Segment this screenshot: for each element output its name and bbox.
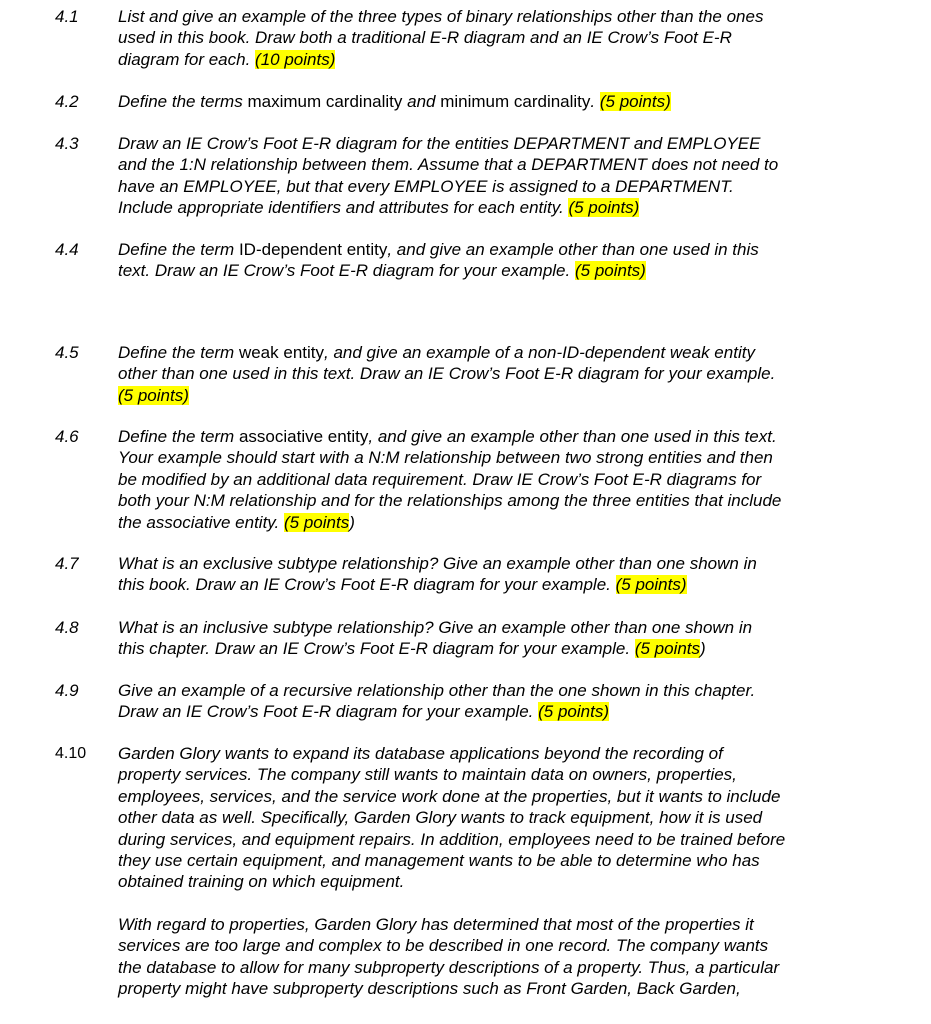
question-text bbox=[118, 342, 878, 406]
points-highlight: (5 points bbox=[634, 639, 701, 659]
points-highlight: (5 points) bbox=[568, 198, 640, 218]
text-line: Draw an IE Crow’s Foot E-R diagram for your example. (5 points) bbox=[118, 702, 609, 722]
text-line: used in this book. Draw both a traditional E-R diagram and an IE Crow’s Foot E-R bbox=[118, 28, 732, 48]
text-line: and the 1:N relationship between them. Assume that a DEPARTMENT does not need to bbox=[118, 155, 779, 175]
question-number: 4.7 bbox=[55, 554, 79, 573]
defined-term: associative entity bbox=[238, 427, 369, 446]
text-line: Define the terms maximum cardinality and minimum cardinality. (5 points) bbox=[118, 92, 671, 111]
text-line: List and give an example of the three types of binary relationships other than the ones bbox=[118, 7, 764, 26]
question-text bbox=[118, 553, 878, 596]
text-line: property might have subproperty descriptions such as Front Garden, Back Garden, bbox=[118, 979, 741, 999]
text-line: other data as well. Specifically, Garden Glory wants to track equipment, how it is used bbox=[118, 808, 763, 828]
text-line: Give an example of a recursive relationship other than the one shown in this chapter. bbox=[118, 681, 756, 700]
points-highlight: (5 points) bbox=[615, 575, 687, 595]
text-line: they use certain equipment, and management wants to be able to determine who has bbox=[118, 851, 760, 871]
question-number: 4.9 bbox=[55, 681, 79, 700]
text-line: text. Draw an IE Crow’s Foot E-R diagram for your example. (5 points) bbox=[118, 261, 646, 281]
question-number: 4.10 bbox=[55, 745, 87, 762]
text-line: have an EMPLOYEE, but that every EMPLOYEE is assigned to a DEPARTMENT. bbox=[118, 176, 734, 196]
text-line: Draw an IE Crow’s Foot E-R diagram for the entities DEPARTMENT and EMPLOYEE bbox=[118, 134, 761, 153]
question-text bbox=[118, 239, 878, 282]
text-line: Define the term ID-dependent entity, and give an example other than one used in this bbox=[118, 240, 759, 259]
text-line: What is an inclusive subtype relationship? Give an example other than one shown in bbox=[118, 618, 753, 637]
text-line: the associative entity. (5 points) bbox=[118, 512, 355, 532]
points-highlight: (5 points) bbox=[574, 261, 646, 281]
question-number: 4.8 bbox=[55, 618, 79, 637]
text-line: during services, and equipment repairs. In addition, employees need to be trained before bbox=[118, 829, 786, 849]
question-number: 4.3 bbox=[55, 134, 79, 153]
defined-term: weak entity bbox=[238, 343, 324, 362]
question-text bbox=[118, 426, 878, 533]
text-line: diagram for each. (10 points) bbox=[118, 49, 336, 69]
text-line: the database to allow for many subproperty descriptions of a property. Thus, a particular bbox=[118, 957, 780, 977]
question-text bbox=[118, 680, 878, 723]
text-line: be modified by an additional data requirement. Draw IE Crow’s Foot E-R diagrams for bbox=[118, 469, 762, 489]
defined-term: minimum cardinality bbox=[440, 92, 591, 111]
points-highlight: (5 points) bbox=[538, 702, 609, 722]
question-text bbox=[118, 743, 878, 893]
question-number: 4.5 bbox=[55, 343, 79, 362]
text-line: this book. Draw an IE Crow’s Foot E-R diagram for your example. (5 points) bbox=[118, 575, 687, 595]
question-number: 4.2 bbox=[55, 92, 79, 111]
text-line: Your example should start with a N:M relationship between two strong entities and then bbox=[118, 448, 773, 468]
text-line: With regard to properties, Garden Glory has determined that most of the properties it bbox=[118, 915, 754, 934]
text-line: other than one used in this text. Draw an IE Crow’s Foot E-R diagram for your example. bbox=[118, 364, 776, 384]
question-text bbox=[118, 91, 878, 112]
question-number: 4.4 bbox=[55, 240, 79, 259]
question-text bbox=[118, 617, 878, 660]
points-highlight: (10 points) bbox=[255, 49, 336, 69]
text-line: What is an exclusive subtype relationship? Give an example other than one shown in bbox=[118, 554, 757, 573]
defined-term: ID-dependent entity bbox=[238, 240, 388, 259]
text-line: obtained training on which equipment. bbox=[118, 872, 405, 892]
text-line: Define the term associative entity, and give an example other than one used in this text. bbox=[118, 427, 777, 446]
question-number: 4.1 bbox=[55, 7, 79, 26]
question-text bbox=[118, 914, 878, 1000]
points-highlight: (5 points) bbox=[118, 385, 189, 405]
text-line bbox=[118, 385, 878, 406]
points-highlight: (5 points) bbox=[599, 92, 671, 111]
defined-term: maximum cardinality bbox=[247, 92, 403, 111]
text-line: property services. The company still wants to maintain data on owners, properties, bbox=[118, 765, 737, 785]
text-line: both your N:M relationship and for the relationships among the three entities that include bbox=[118, 491, 782, 511]
question-number: 4.6 bbox=[55, 427, 79, 446]
question-text bbox=[118, 6, 878, 70]
text-line: Include appropriate identifiers and attributes for each entity. (5 points) bbox=[118, 198, 640, 218]
text-line: this chapter. Draw an IE Crow’s Foot E-R diagram for your example. (5 points) bbox=[118, 639, 706, 659]
text-line: Define the term weak entity, and give an example of a non-ID-dependent weak entity bbox=[118, 343, 755, 362]
question-text bbox=[118, 133, 878, 219]
points-highlight: (5 points bbox=[284, 512, 350, 532]
text-line: Garden Glory wants to expand its database applications beyond the recording of bbox=[118, 744, 723, 763]
text-line: employees, services, and the service work done at the properties, but it wants to include bbox=[118, 786, 781, 806]
text-line: services are too large and complex to be described in one record. The company wants bbox=[118, 936, 769, 956]
